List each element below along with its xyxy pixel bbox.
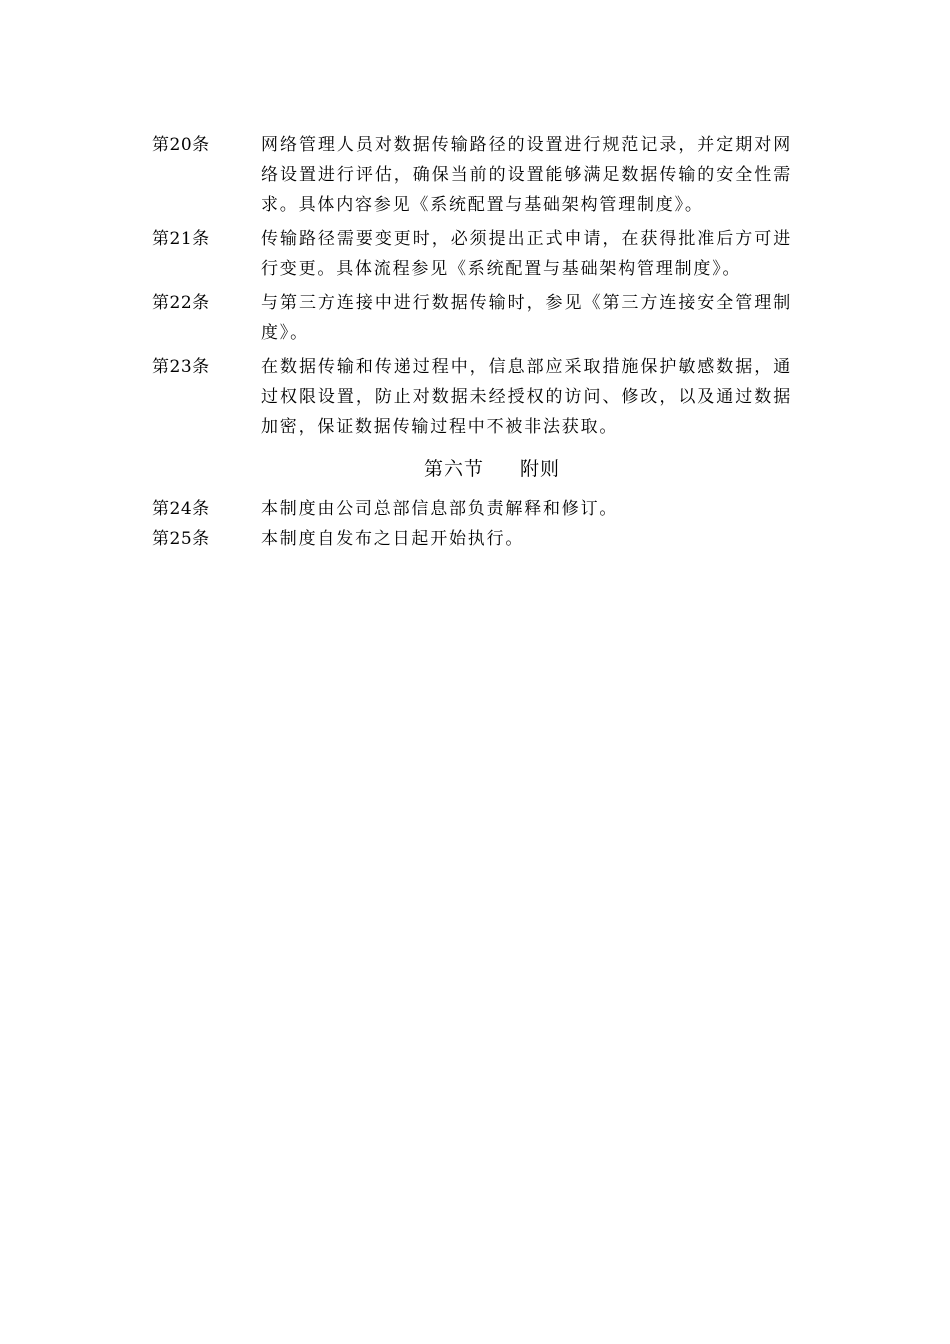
section-heading <box>152 454 792 484</box>
article-text: 本制度由公司总部信息部负责解释和修订。 <box>261 499 619 519</box>
article-text: 与第三方连接中进行数据传输时，参见《第三方连接安全管理制度》。 <box>261 293 792 343</box>
article-20 <box>152 130 792 220</box>
article-text: 本制度自发布之日起开始执行。 <box>261 529 525 549</box>
article-text: 网络管理人员对数据传输路径的设置进行规范记录，并定期对网络设置进行评估，确保当前的设置能够满足数据传输的安全性需求。具体内容参见《系统配置与基础架构管理制度》。 <box>261 135 792 215</box>
section-title: 附则 <box>520 458 561 480</box>
article-text: 传输路径需要变更时，必须提出正式申请，在获得批准后方可进行变更。具体流程参见《系统配置与基础架构管理制度》。 <box>261 229 792 279</box>
article-22 <box>152 288 792 348</box>
article-number: 第20条 <box>152 135 210 155</box>
article-number: 第25条 <box>152 529 210 549</box>
article-number: 第22条 <box>152 293 210 313</box>
article-number: 第21条 <box>152 229 210 249</box>
article-number: 第23条 <box>152 357 210 377</box>
article-text: 在数据传输和传递过程中，信息部应采取措施保护敏感数据，通过权限设置，防止对数据未经授权的访问、修改，以及通过数据加密，保证数据传输过程中不被非法获取。 <box>261 357 792 437</box>
section-number: 第六节 <box>423 458 484 480</box>
appendix-article-list <box>152 494 792 554</box>
article-23 <box>152 352 792 442</box>
article-list <box>152 130 792 554</box>
article-24 <box>152 494 792 524</box>
article-25 <box>152 524 792 554</box>
article-21 <box>152 224 792 284</box>
article-number: 第24条 <box>152 499 210 519</box>
